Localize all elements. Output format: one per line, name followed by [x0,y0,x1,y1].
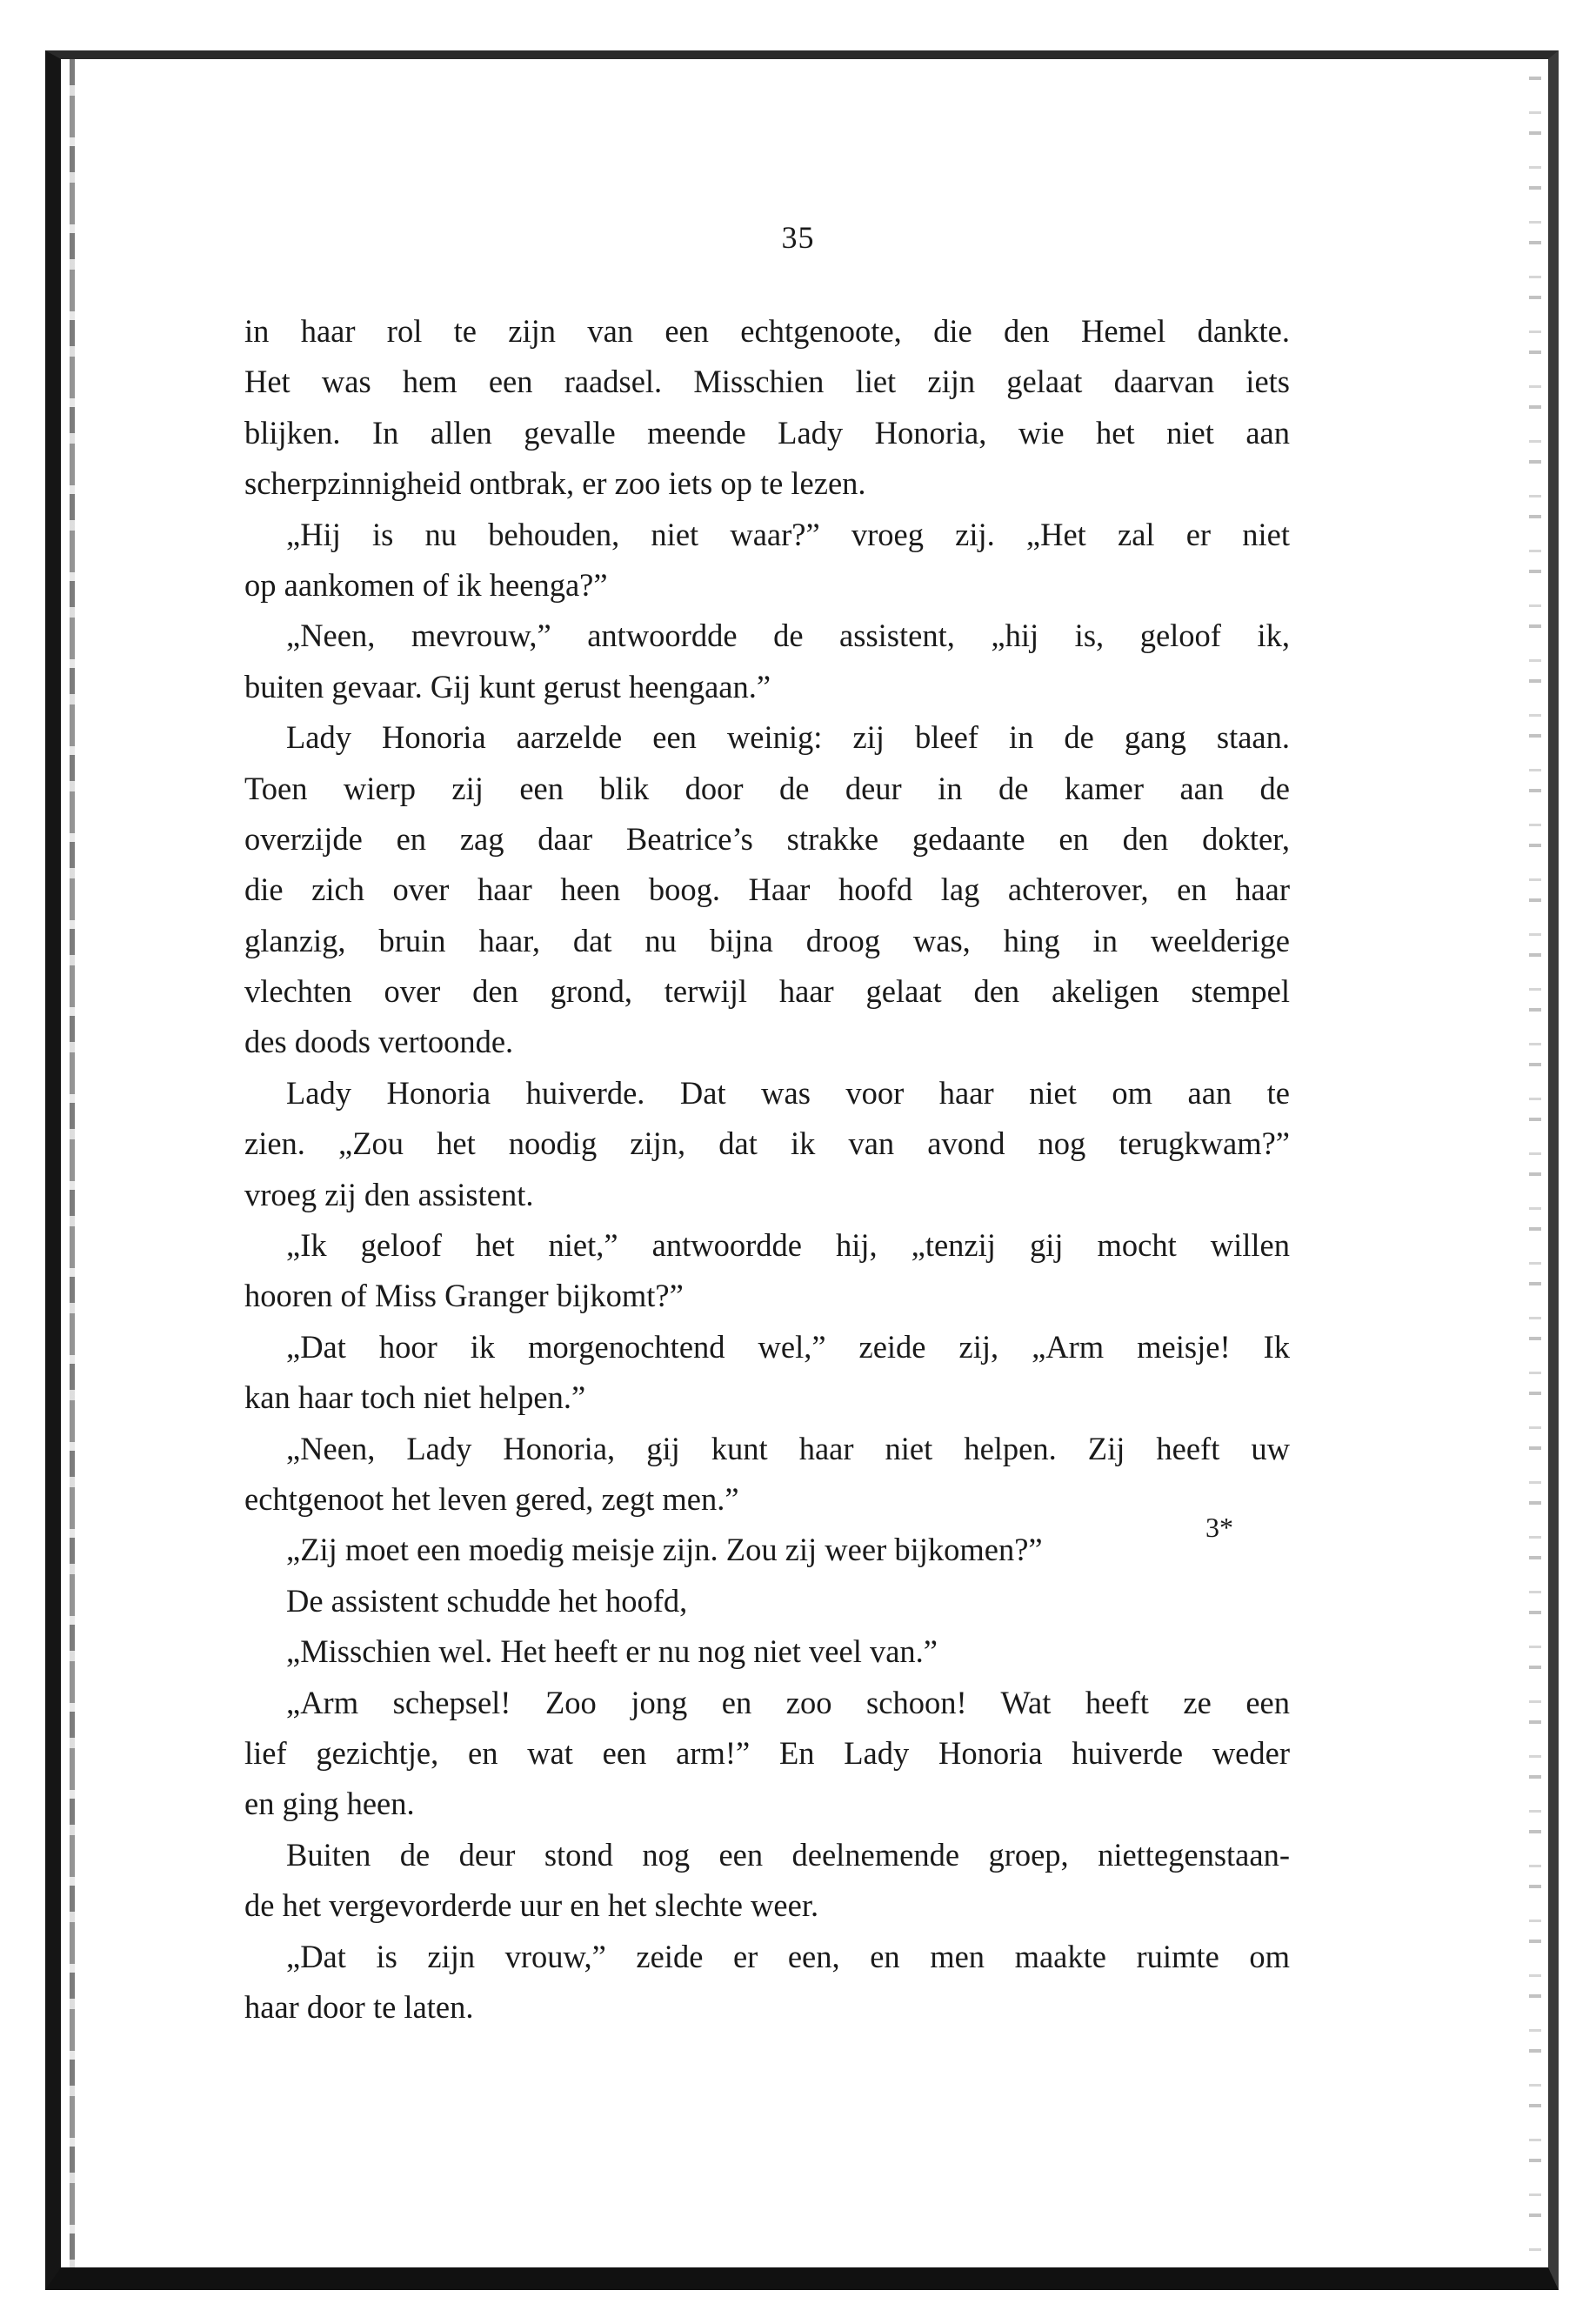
text-line: zien. „Zou het noodig zijn, dat ik van avond nog terugkwam?” [244,1125,1290,1162]
text-line: „Misschien wel. Het heeft er nu nog niet veel van.” [286,1633,938,1670]
text-line: „Dat is zijn vrouw,” zeide er een, en men maakte ruimte om [286,1938,1290,1974]
page-number: 35 [781,220,815,255]
text-line: Toen wierp zij een blik door de deur in de kamer aan de [244,770,1290,806]
text-line: op aankomen of ik heenga?” [244,566,608,603]
text-line: Lady Honoria huiverde. Dat was voor haar niet om aan te [286,1074,1290,1111]
text-line: „Dat hoor ik morgenochtend wel,” zeide zij, „Arm meisje! Ik [286,1328,1290,1365]
text-line: buiten gevaar. Gij kunt gerust heengaan.” [244,668,771,704]
text-line: „Neen, Lady Honoria, gij kunt haar niet helpen. Zij heeft uw [286,1430,1290,1466]
text-line: „Hij is nu behouden, niet waar?” vroeg zij. „Het zal er niet [286,516,1290,552]
text-line: „Zij moet een moedig meisje zijn. Zou zij weer bijkomen?” [286,1532,1043,1568]
text-line: Het was hem een raadsel. Misschien liet zijn gelaat daarvan iets [244,364,1290,400]
signature-mark: 3* [1205,1512,1233,1543]
text-line: Buiten de deur stond nog een deelnemende groep, niettegenstaan- [286,1836,1290,1873]
text-line: kan haar toch niet helpen.” [244,1379,586,1416]
text-line: echtgenoot het leven gered, zegt men.” [244,1480,739,1517]
text-line: de het vergevorderde uur en het slechte weer. [244,1887,819,1924]
body-text [244,306,1290,2033]
text-line: „Arm schepsel! Zoo jong en zoo schoon! Wat heeft ze een [286,1684,1290,1720]
text-line: „Neen, mevrouw,” antwoordde de assistent, „hij is, geloof ik, [286,618,1290,654]
text-line: De assistent schudde het hoofd, [286,1582,688,1619]
text-line: Lady Honoria aarzelde een weinig: zij bleef in de gang staan. [286,719,1290,756]
text-line: „Ik geloof het niet,” antwoordde hij, „tenzij gij mocht willen [286,1227,1290,1264]
text-line: en ging heen. [244,1786,415,1822]
text-line: in haar rol te zijn van een echtgenoote, die den Hemel dankte. [244,313,1290,349]
text-line: die zich over haar heen boog. Haar hoofd lag achterover, en haar [244,871,1290,908]
text-line: glanzig, bruin haar, dat nu bijna droog was, hing in weelderige [244,922,1290,958]
text-line: des doods vertoonde. [244,1024,514,1060]
text-line: lief gezichtje, en wat een arm!” En Lady Honoria huiverde weder [244,1734,1290,1771]
text-line: hooren of Miss Granger bijkomt?” [244,1278,684,1314]
text-line: blijken. In allen gevalle meende Lady Honoria, wie het niet aan [244,414,1290,451]
text-line: vlechten over den grond, terwijl haar gelaat den akeligen stempel [244,973,1290,1010]
text-line: scherpzinnigheid ontbrak, er zoo iets op te lezen. [244,465,866,502]
text-line: overzijde en zag daar Beatrice’s strakke gedaante en den dokter, [244,820,1290,857]
text-line: vroeg zij den assistent. [244,1176,534,1212]
text-line: haar door te laten. [244,1988,474,2025]
